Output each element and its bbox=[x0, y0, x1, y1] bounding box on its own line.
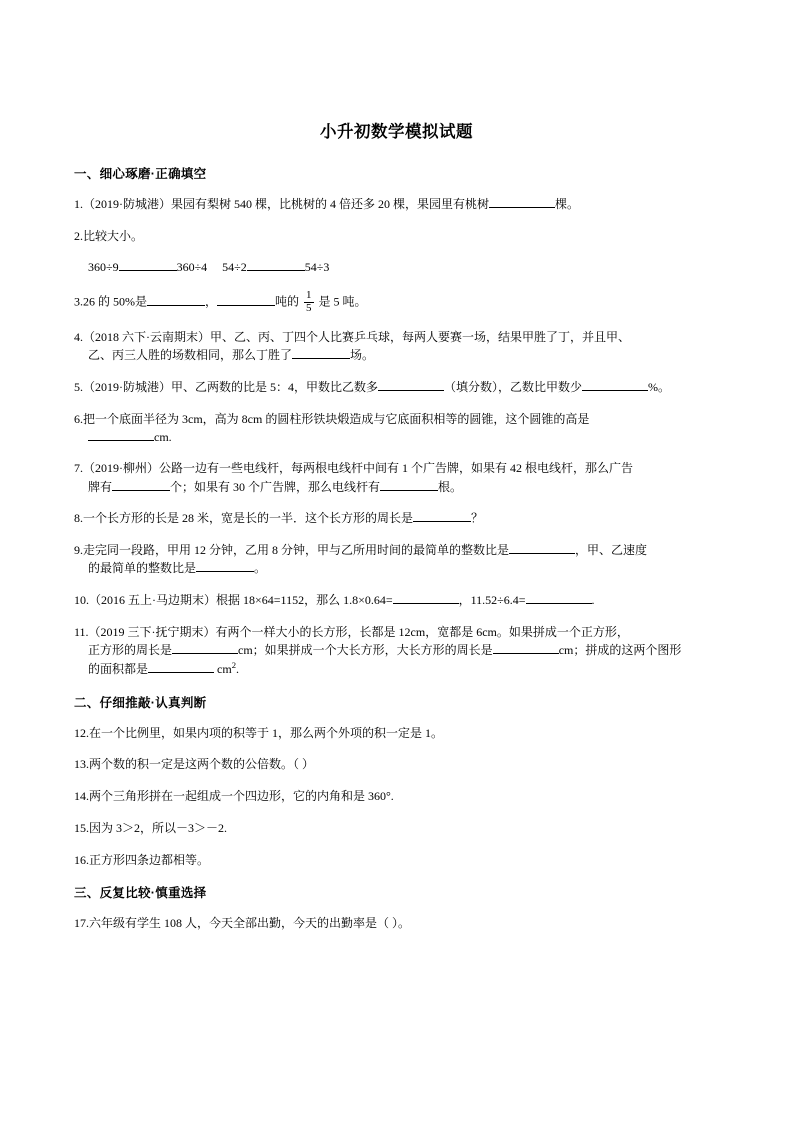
answer-blank[interactable] bbox=[147, 293, 205, 305]
section-heading-1: 一、细心琢磨·正确填空 bbox=[74, 167, 207, 181]
question-17-line-1: 17.六年级有学生 108 人，今天全部出勤，今天的出勤率是（ ）。 bbox=[74, 915, 411, 930]
question-11 bbox=[74, 623, 719, 679]
question-7-line-1: 7.（2019·柳州）公路一边有一些电线杆，每两根电线杆中间有 1 个广告牌，如果有 42 根电线杆，那么广告 bbox=[74, 461, 633, 476]
question-6-line-1: 6.把一个底面半径为 3cm，高为 8cm 的圆柱形铁块煅造成与它底面积相等的圆锥，这个圆锥的高是 bbox=[74, 411, 590, 426]
question-15 bbox=[74, 819, 719, 837]
answer-blank[interactable] bbox=[172, 642, 238, 654]
answer-blank[interactable] bbox=[526, 592, 592, 604]
question-10 bbox=[74, 591, 719, 609]
question-3-line-1: 3.26 的 50%是 ， 吨的 $\frac{1}{5}$ 是 5 吨。 bbox=[74, 289, 367, 314]
answer-blank[interactable] bbox=[217, 293, 275, 305]
question-11-line-1: 11.（2019 三下·抚宁期末）有两个一样大小的长方形，长都是 12cm，宽都是 6cm。如果拼成一个正方形， bbox=[74, 624, 629, 639]
question-3 bbox=[74, 290, 719, 314]
answer-blank[interactable] bbox=[247, 259, 305, 271]
answer-blank[interactable] bbox=[88, 428, 154, 440]
answer-blank[interactable] bbox=[582, 378, 648, 390]
question-8 bbox=[74, 509, 719, 527]
question-5-line-1: 5.（2019·防城港）甲、乙两数的比是 5：4，甲数比乙数多 （填分数），乙数比甲数少 %。 bbox=[74, 379, 671, 394]
answer-blank[interactable] bbox=[380, 478, 438, 490]
question-12-line-1: 12.在一个比例里，如果内项的积等于 1，那么两个外项的积一定是 1。 bbox=[74, 725, 444, 740]
question-2-compare-row: 360÷9 360÷4 54÷2 54÷3 bbox=[88, 260, 330, 275]
answer-blank[interactable] bbox=[489, 196, 555, 208]
question-10-line-1: 10.（2016 五上·马边期末）根据 18×64=1152，那么 1.8×0.64= ，11.52÷6.4= . bbox=[74, 593, 595, 608]
answer-blank[interactable] bbox=[196, 560, 254, 572]
question-1-line-1: 1.（2019·防城港）果园有梨树 540 棵，比桃树的 4 倍还多 20 棵，果园里有桃树 棵。 bbox=[74, 197, 580, 211]
question-6-line-2: cm. bbox=[74, 428, 719, 446]
answer-blank[interactable] bbox=[112, 478, 170, 490]
fraction-one-fifth: $\frac{1}{5}$ bbox=[306, 289, 312, 314]
question-7-line-2: 牌有 个；如果有 30 个广告牌，那么电线杆有 根。 bbox=[88, 479, 463, 494]
question-2-line-1: 2.比较大小。 bbox=[74, 228, 144, 243]
question-11-line-2: 正方形的周长是 cm；如果拼成一个大长方形，大长方形的周长是 cm；拼成的这两个图形 bbox=[88, 643, 682, 658]
answer-blank[interactable] bbox=[292, 347, 350, 359]
question-16-line-1: 16.正方形四条边都相等。 bbox=[74, 852, 210, 867]
page-title: 小升初数学模拟试题 bbox=[320, 123, 473, 141]
question-6 bbox=[74, 410, 719, 446]
question-16 bbox=[74, 851, 719, 869]
question-15-line-1: 15.因为 3＞2，所以－3＞－2. bbox=[74, 820, 228, 835]
question-2 bbox=[74, 227, 719, 245]
answer-blank[interactable] bbox=[413, 510, 471, 522]
question-9-line-2: 的最简单的整数比是 。 bbox=[88, 561, 267, 576]
question-1 bbox=[74, 195, 719, 213]
question-13 bbox=[74, 755, 719, 773]
question-13-line-1: 13.两个数的积一定是这两个数的公倍数。（ ） bbox=[74, 757, 315, 772]
question-17 bbox=[74, 914, 719, 932]
question-5 bbox=[74, 378, 719, 396]
section-heading-2: 二、仔细推敲·认真判断 bbox=[74, 695, 207, 710]
question-9-line-1: 9.走完同一段路，甲用 12 分钟，乙用 8 分钟，甲与乙所用时间的最简单的整数比是 ，甲、乙速度 bbox=[74, 543, 648, 558]
question-12 bbox=[74, 724, 719, 742]
answer-blank[interactable] bbox=[148, 661, 214, 673]
question-11-line-3: 的面积都是 $cm^2$. bbox=[88, 660, 239, 677]
answer-blank[interactable] bbox=[119, 259, 177, 271]
question-14 bbox=[74, 787, 719, 805]
question-9 bbox=[74, 541, 719, 577]
question-2-compare bbox=[74, 258, 719, 276]
question-8-line-1: 8.一个长方形的长是 28 米，宽是长的一半．这个长方形的周长是 ？ bbox=[74, 511, 484, 526]
answer-blank[interactable] bbox=[393, 592, 459, 604]
answer-blank[interactable] bbox=[493, 642, 559, 654]
answer-blank[interactable] bbox=[378, 378, 444, 390]
answer-blank[interactable] bbox=[509, 542, 575, 554]
question-4 bbox=[74, 328, 719, 364]
question-7 bbox=[74, 459, 719, 495]
question-14-line-1: 14.两个三角形拼在一起组成一个四边形，它的内角和是 360°. bbox=[74, 789, 394, 804]
question-4-line-1: 4.（2018 六下·云南期末）甲、乙、丙、丁四个人比赛乒乓球，每两人要赛一场，结果甲胜了丁，并且甲、 bbox=[74, 329, 630, 344]
question-4-line-2: 乙、丙三人胜的场数相同，那么丁胜了 场。 bbox=[88, 348, 375, 363]
section-heading-3: 三、反复比较·慎重选择 bbox=[74, 885, 207, 900]
